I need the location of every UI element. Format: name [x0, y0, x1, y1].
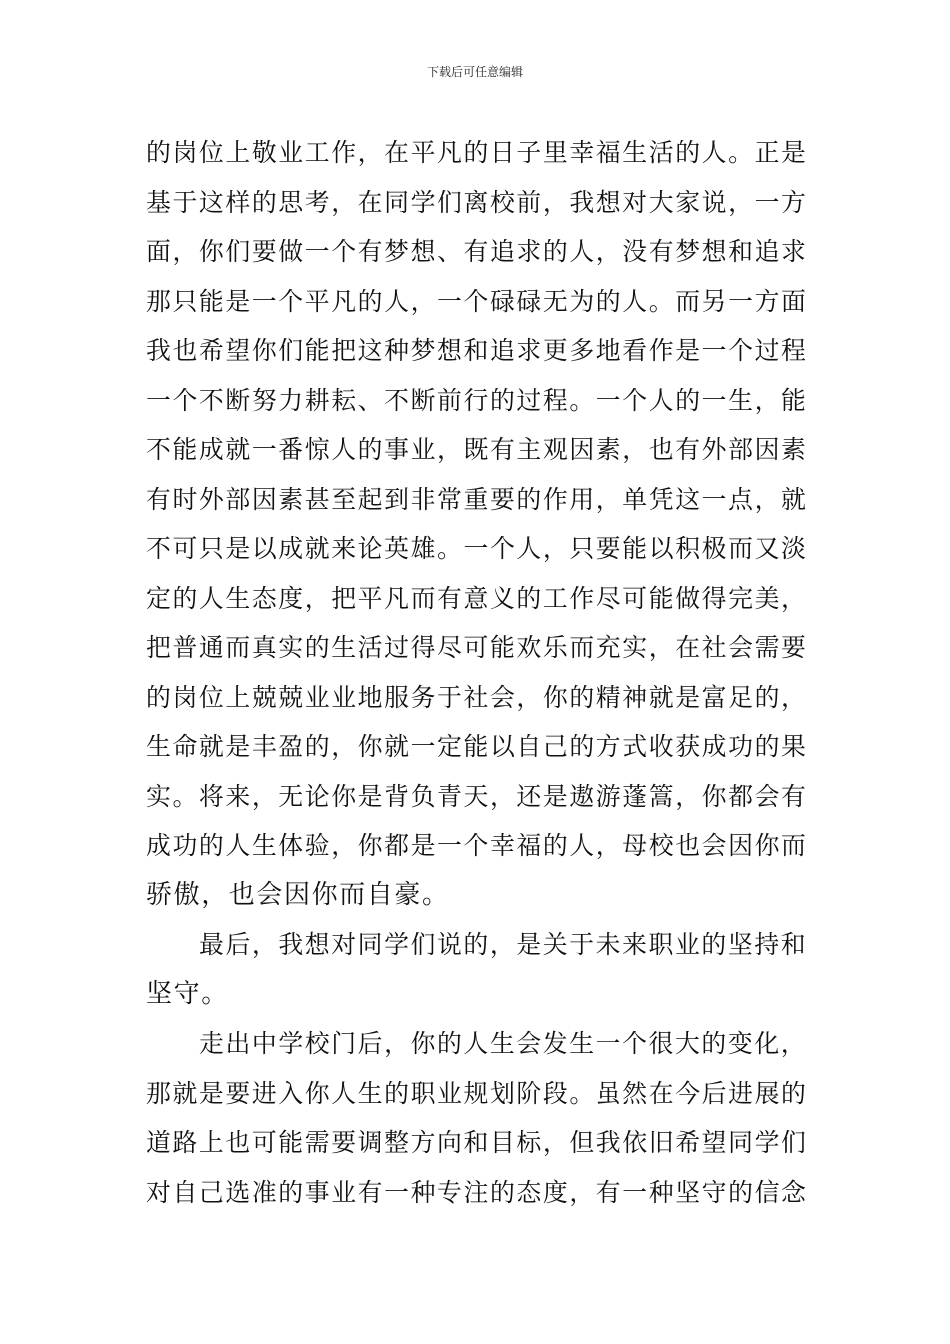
text-line: 那只能是一个平凡的人，一个碌碌无为的人。而另一方面 — [146, 286, 808, 316]
text-line: 实。将来，无论你是背负青天，还是遨游蓬篙，你都会有 — [146, 781, 808, 811]
text-line: 对自己选准的事业有一种专注的态度，有一种坚守的信念 — [146, 1177, 808, 1207]
text-line: 不可只是以成就来论英雄。一个人，只要能以积极而又淡 — [146, 534, 808, 563]
text-line: 的岗位上兢兢业业地服务于社会，你的精神就是富足的， — [146, 682, 808, 712]
text-line: 坚守。 — [146, 978, 229, 1009]
text-line: 骄傲，也会因你而自豪。 — [146, 879, 450, 910]
text-line: 一个不断努力耕耘、不断前行的过程。一个人的一生，能 — [146, 385, 808, 415]
text-line: 最后，我想对同学们说的，是关于未来职业的坚持和 — [199, 930, 808, 959]
page-header: 下载后可任意编辑 — [426, 65, 523, 79]
text-line: 面，你们要做一个有梦想、有追求的人，没有梦想和追求 — [146, 237, 808, 266]
text-line: 把普通而真实的生活过得尽可能欢乐而充实，在社会需要 — [146, 633, 808, 662]
text-line: 不能成就一番惊人的事业，既有主观因素，也有外部因素 — [146, 435, 808, 464]
text-line: 那就是要进入你人生的职业规划阶段。虽然在今后进展的 — [146, 1078, 808, 1108]
text-line: 的岗位上敬业工作，在平凡的日子里幸福生活的人。正是 — [146, 138, 808, 167]
text-line: 基于这样的思考，在同学们离校前，我想对大家说，一方 — [146, 187, 808, 217]
text-line: 有时外部因素甚至起到非常重要的作用，单凭这一点，就 — [146, 484, 808, 514]
text-line: 成功的人生体验，你都是一个幸福的人，母校也会因你而 — [146, 831, 808, 860]
text-line: 我也希望你们能把这种梦想和追求更多地看作是一个过程 — [146, 336, 808, 365]
text-line: 定的人生态度，把平凡而有意义的工作尽可能做得完美， — [146, 583, 808, 613]
text-line: 生命就是丰盈的，你就一定能以自己的方式收获成功的果 — [146, 732, 808, 761]
body-text — [146, 128, 806, 1217]
text-line: 道路上也可能需要调整方向和目标，但我依旧希望同学们 — [146, 1128, 808, 1157]
text-line: 走出中学校门后，你的人生会发生一个很大的变化， — [199, 1029, 808, 1058]
